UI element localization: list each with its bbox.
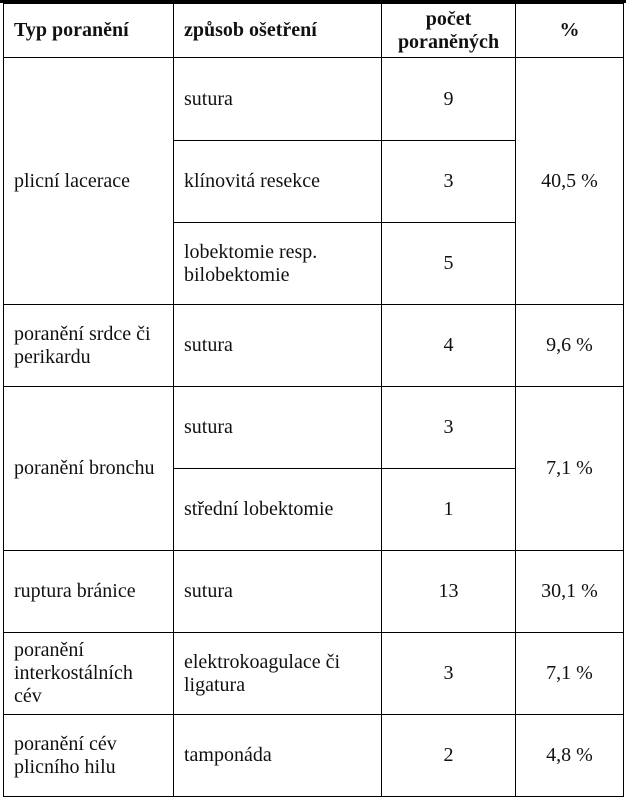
- injury-type-cell: ruptura bránice: [4, 551, 174, 633]
- percent-cell: 9,6 %: [516, 305, 624, 387]
- count-cell: 4: [382, 305, 516, 387]
- percent-cell: 30,1 %: [516, 551, 624, 633]
- count-cell: 2: [382, 715, 516, 797]
- header-row: [4, 4, 624, 58]
- count-cell: 5: [382, 223, 516, 305]
- table-row: [4, 305, 624, 387]
- table-row: [4, 387, 624, 469]
- table-row: [4, 633, 624, 715]
- treatment-cell: klínovitá resekce: [174, 141, 382, 223]
- count-cell: 1: [382, 469, 516, 551]
- count-cell: 3: [382, 387, 516, 469]
- header-treatment: způsob ošetření: [174, 4, 382, 58]
- table-row: [4, 715, 624, 797]
- treatment-cell: lobektomie resp. bilobektomie: [174, 223, 382, 305]
- percent-cell: 4,8 %: [516, 715, 624, 797]
- treatment-cell: střední lobektomie: [174, 469, 382, 551]
- table-container: [3, 3, 624, 797]
- table-row: [4, 551, 624, 633]
- header-percent: %: [516, 4, 624, 58]
- injury-table: [3, 3, 624, 797]
- count-cell: 3: [382, 141, 516, 223]
- treatment-cell: sutura: [174, 551, 382, 633]
- injury-type-cell: poranění cév plicního hilu: [4, 715, 174, 797]
- count-cell: 3: [382, 633, 516, 715]
- percent-cell: 7,1 %: [516, 633, 624, 715]
- injury-type-cell: poranění interkostálních cév: [4, 633, 174, 715]
- table-body: [4, 58, 624, 797]
- treatment-cell: elektrokoagulace či ligatura: [174, 633, 382, 715]
- treatment-cell: sutura: [174, 305, 382, 387]
- count-cell: 13: [382, 551, 516, 633]
- percent-cell: 40,5 %: [516, 58, 624, 305]
- treatment-cell: sutura: [174, 58, 382, 141]
- header-count: počet poraněných: [382, 4, 516, 58]
- treatment-cell: sutura: [174, 387, 382, 469]
- injury-type-cell: poranění srdce či perikardu: [4, 305, 174, 387]
- header-injury-type: Typ poranění: [4, 4, 174, 58]
- count-cell: 9: [382, 58, 516, 141]
- injury-type-cell: poranění bronchu: [4, 387, 174, 551]
- injury-type-cell: plicní lacerace: [4, 58, 174, 305]
- percent-cell: 7,1 %: [516, 387, 624, 551]
- treatment-cell: tamponáda: [174, 715, 382, 797]
- table-row: [4, 58, 624, 141]
